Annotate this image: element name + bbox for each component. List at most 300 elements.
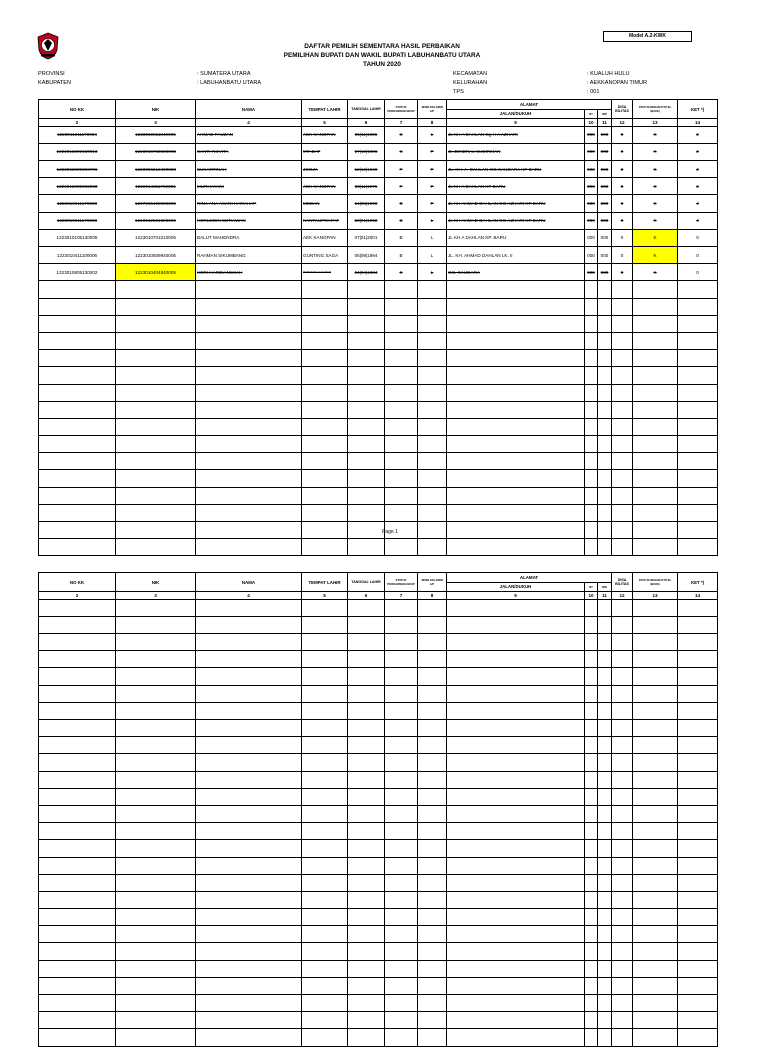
empty-cell: [385, 315, 418, 332]
empty-cell: [585, 702, 598, 719]
table-row: [39, 143, 718, 160]
empty-cell: [633, 995, 678, 1012]
table-row: [39, 702, 718, 719]
empty-cell: [585, 720, 598, 737]
empty-cell: [633, 418, 678, 435]
empty-cell: [196, 470, 302, 487]
empty-cell: [598, 685, 612, 702]
empty-cell: [116, 315, 196, 332]
table-row: [39, 487, 718, 504]
empty-cell: [348, 384, 385, 401]
empty-cell: [585, 634, 598, 651]
empty-cell: [196, 315, 302, 332]
empty-cell: [196, 857, 302, 874]
cell-tempat-lahir: STABAT: [302, 143, 348, 160]
empty-cell: [598, 737, 612, 754]
empty-cell: [302, 504, 348, 521]
cell-no-kk: 1223010611170003: [39, 195, 116, 212]
empty-cell: [116, 281, 196, 298]
empty-cell: [302, 616, 348, 633]
empty-cell: [612, 874, 633, 891]
empty-cell: [678, 840, 718, 857]
column-number: 2: [39, 119, 116, 127]
empty-cell: [385, 805, 418, 822]
empty-cell: [633, 384, 678, 401]
empty-cell: [116, 788, 196, 805]
empty-cell: [447, 332, 585, 349]
empty-cell: [418, 1012, 447, 1029]
empty-cell: [196, 771, 302, 788]
empty-cell: [447, 943, 585, 960]
title-line-1: DAFTAR PEMILIH SEMENTARA HASIL PERBAIKAN: [304, 43, 460, 50]
table-row: [39, 401, 718, 418]
empty-cell: [678, 891, 718, 908]
empty-cell: [598, 616, 612, 633]
cell-nik: 1223010509940006: [116, 247, 196, 264]
cell-tempat-lahir: GUNTING SAGA: [302, 247, 348, 264]
empty-cell: [598, 367, 612, 384]
empty-cell: [385, 350, 418, 367]
empty-cell: [598, 298, 612, 315]
header-tempat-lahir: TEMPAT LAHIR: [302, 573, 348, 592]
empty-cell: [302, 470, 348, 487]
empty-cell: [385, 926, 418, 943]
empty-cell: [447, 771, 585, 788]
empty-cell: [302, 995, 348, 1012]
empty-cell: [678, 805, 718, 822]
empty-cell: [302, 487, 348, 504]
empty-cell: [447, 298, 585, 315]
empty-cell: [348, 487, 385, 504]
cell-nama: HERI HARDIANSSAH: [196, 264, 302, 281]
empty-cell: [39, 298, 116, 315]
empty-cell: [302, 281, 348, 298]
empty-cell: [447, 1012, 585, 1029]
cell-tanggal-lahir: 03|11|1976: [348, 178, 385, 195]
empty-cell: [447, 720, 585, 737]
cell-rw: 000: [598, 264, 612, 281]
empty-cell: [385, 418, 418, 435]
empty-cell: [678, 926, 718, 943]
empty-cell: [196, 384, 302, 401]
table-row: [39, 599, 718, 616]
empty-cell: [348, 788, 385, 805]
empty-cell: [418, 418, 447, 435]
header-row: [39, 573, 718, 583]
empty-cell: [633, 350, 678, 367]
empty-cell: [633, 977, 678, 994]
empty-cell: [418, 668, 447, 685]
cell-jenis-kelamin: L: [418, 229, 447, 246]
empty-cell: [612, 332, 633, 349]
empty-cell: [39, 315, 116, 332]
empty-cell: [447, 281, 585, 298]
empty-cell: [116, 470, 196, 487]
empty-cell: [39, 891, 116, 908]
cell-rt: 000: [585, 229, 598, 246]
cell-ket: 0: [678, 264, 718, 281]
table-row: [39, 616, 718, 633]
empty-cell: [196, 754, 302, 771]
empty-cell: [418, 891, 447, 908]
header-tanggal-lahir: TANGGAL LAHIR: [348, 100, 385, 119]
empty-cell: [598, 909, 612, 926]
cell-nama: SANTI ROVITA: [196, 143, 302, 160]
empty-cell: [196, 891, 302, 908]
cell-jenis-kelamin: P: [418, 195, 447, 212]
empty-cell: [39, 1012, 116, 1029]
empty-cell: [418, 616, 447, 633]
empty-cell: [585, 470, 598, 487]
empty-cell: [385, 909, 418, 926]
empty-cell: [585, 453, 598, 470]
empty-cell: [678, 668, 718, 685]
table-row: [39, 1029, 718, 1046]
cell-status: S: [385, 126, 418, 143]
empty-cell: [612, 616, 633, 633]
empty-cell: [612, 840, 633, 857]
table-row: [39, 960, 718, 977]
empty-cell: [633, 737, 678, 754]
empty-cell: [633, 1012, 678, 1029]
cell-disabilitas: 0: [612, 126, 633, 143]
empty-cell: [116, 384, 196, 401]
empty-cell: [39, 823, 116, 840]
empty-cell: [633, 315, 678, 332]
empty-cell: [116, 634, 196, 651]
empty-cell: [633, 367, 678, 384]
empty-cell: [116, 805, 196, 822]
empty-cell: [598, 702, 612, 719]
empty-cell: [678, 857, 718, 874]
empty-cell: [385, 995, 418, 1012]
empty-cell: [598, 332, 612, 349]
empty-cell: [612, 909, 633, 926]
empty-cell: [116, 737, 196, 754]
empty-cell: [678, 909, 718, 926]
empty-cell: [585, 823, 598, 840]
empty-cell: [348, 651, 385, 668]
empty-cell: [116, 616, 196, 633]
empty-cell: [612, 298, 633, 315]
empty-cell: [598, 943, 612, 960]
header-status-perkawinan: STATUS PERKAWINAN B/S/P: [385, 573, 418, 592]
empty-cell: [348, 754, 385, 771]
empty-cell: [678, 995, 718, 1012]
empty-cell: [116, 977, 196, 994]
empty-cell: [418, 771, 447, 788]
empty-cell: [418, 943, 447, 960]
empty-cell: [385, 754, 418, 771]
empty-cell: [447, 805, 585, 822]
cell-status: B: [385, 247, 418, 264]
empty-cell: [447, 857, 585, 874]
table-row: [39, 891, 718, 908]
cell-rt: 000: [585, 264, 598, 281]
empty-cell: [633, 539, 678, 556]
cell-nama: AHMAD FAUZAN: [196, 126, 302, 143]
cell-rt: 000: [585, 178, 598, 195]
cell-tanggal-lahir: 05|11|1986: [348, 126, 385, 143]
empty-cell: [418, 754, 447, 771]
empty-cell: [633, 332, 678, 349]
empty-cell: [447, 470, 585, 487]
empty-cell: [116, 401, 196, 418]
cell-status-rekam: K: [633, 229, 678, 246]
empty-cell: [39, 367, 116, 384]
empty-cell: [302, 539, 348, 556]
empty-cell: [633, 805, 678, 822]
empty-cell: [385, 840, 418, 857]
table-row: [39, 539, 718, 556]
column-number: 4: [196, 592, 302, 600]
table-row: [39, 332, 718, 349]
empty-cell: [116, 685, 196, 702]
empty-cell: [348, 891, 385, 908]
empty-cell: [418, 522, 447, 539]
header-rt: RT: [585, 582, 598, 592]
empty-cell: [633, 754, 678, 771]
column-number: 10: [585, 592, 598, 600]
table-row: [39, 771, 718, 788]
cell-status-rekam: K: [633, 195, 678, 212]
empty-cell: [633, 857, 678, 874]
empty-cell: [678, 634, 718, 651]
empty-cell: [585, 977, 598, 994]
empty-cell: [348, 857, 385, 874]
empty-cell: [348, 805, 385, 822]
empty-cell: [418, 840, 447, 857]
empty-cell: [585, 504, 598, 521]
empty-cell: [678, 418, 718, 435]
empty-cell: [418, 281, 447, 298]
cell-rw: 000: [598, 212, 612, 229]
empty-cell: [585, 401, 598, 418]
table-row: [39, 418, 718, 435]
empty-cell: [678, 367, 718, 384]
empty-cell: [633, 281, 678, 298]
table-row: [39, 874, 718, 891]
header-jenis-kelamin: JENIS KELAMIN L/P: [418, 573, 447, 592]
empty-cell: [678, 771, 718, 788]
empty-cell: [678, 685, 718, 702]
cell-tempat-lahir: AEK KANOPAN: [302, 229, 348, 246]
empty-cell: [585, 487, 598, 504]
empty-cell: [678, 720, 718, 737]
empty-cell: [196, 436, 302, 453]
empty-cell: [418, 823, 447, 840]
empty-cell: [598, 926, 612, 943]
table-row: [39, 788, 718, 805]
empty-cell: [302, 788, 348, 805]
empty-cell: [39, 926, 116, 943]
cell-jalan: JL KH AHMAD DAHLAN GG AZHARI KP BARU: [447, 195, 585, 212]
header-alamat: ALAMAT: [447, 100, 612, 110]
empty-cell: [598, 720, 612, 737]
cell-tanggal-lahir: 05|09|1994: [348, 247, 385, 264]
cell-jalan: GG. SAUDARA: [447, 264, 585, 281]
cell-rw: 000: [598, 178, 612, 195]
empty-cell: [116, 436, 196, 453]
empty-cell: [385, 943, 418, 960]
cell-tanggal-lahir: 12|12|1949: [348, 161, 385, 178]
empty-cell: [447, 995, 585, 1012]
empty-cell: [196, 401, 302, 418]
header-tempat-lahir: TEMPAT LAHIR: [302, 100, 348, 119]
empty-cell: [348, 926, 385, 943]
empty-cell: [116, 909, 196, 926]
empty-cell: [633, 436, 678, 453]
empty-cell: [196, 504, 302, 521]
empty-cell: [196, 599, 302, 616]
empty-cell: [612, 977, 633, 994]
empty-cell: [598, 668, 612, 685]
cell-rw: 000: [598, 161, 612, 178]
table-row: [39, 161, 718, 178]
cell-tanggal-lahir: 07|01|2001: [348, 229, 385, 246]
empty-cell: [585, 685, 598, 702]
empty-cell: [39, 401, 116, 418]
table-row: [39, 298, 718, 315]
cell-rw: 000: [598, 195, 612, 212]
column-number: 7: [385, 119, 418, 127]
empty-cell: [116, 702, 196, 719]
empty-cell: [302, 384, 348, 401]
header-nik: NIK: [116, 100, 196, 119]
table-row: [39, 436, 718, 453]
table-row: [39, 754, 718, 771]
empty-cell: [385, 651, 418, 668]
empty-cell: [678, 737, 718, 754]
cell-jenis-kelamin: L: [418, 126, 447, 143]
table-row: [39, 995, 718, 1012]
empty-cell: [385, 367, 418, 384]
empty-cell: [116, 504, 196, 521]
empty-cell: [598, 418, 612, 435]
cell-jalan: JL KH A DAHLAN KP BARU: [447, 178, 585, 195]
cell-no-kk: 1223011211170004: [39, 126, 116, 143]
empty-cell: [348, 350, 385, 367]
cell-nama: RAHMAN SIKUMBANG: [196, 247, 302, 264]
empty-cell: [612, 281, 633, 298]
empty-cell: [612, 702, 633, 719]
empty-cell: [196, 453, 302, 470]
cell-status: P: [385, 161, 418, 178]
empty-cell: [585, 599, 598, 616]
empty-cell: [196, 874, 302, 891]
kpu-logo-icon: [36, 32, 60, 60]
empty-cell: [633, 599, 678, 616]
empty-cell: [585, 367, 598, 384]
empty-cell: [39, 668, 116, 685]
column-number: 11: [598, 592, 612, 600]
empty-cell: [585, 332, 598, 349]
empty-cell: [598, 401, 612, 418]
empty-cell: [585, 281, 598, 298]
empty-cell: [678, 384, 718, 401]
title-line-2: PEMILIHAN BUPATI DAN WAKIL BUPATI LABUHANBATU UTARA: [283, 52, 481, 59]
empty-cell: [678, 651, 718, 668]
empty-cell: [612, 720, 633, 737]
cell-ket: 2: [678, 178, 718, 195]
empty-cell: [385, 891, 418, 908]
empty-cell: [348, 943, 385, 960]
empty-cell: [598, 977, 612, 994]
empty-cell: [598, 874, 612, 891]
empty-cell: [385, 384, 418, 401]
empty-cell: [348, 298, 385, 315]
empty-cell: [598, 995, 612, 1012]
empty-cell: [418, 487, 447, 504]
empty-cell: [598, 1012, 612, 1029]
empty-cell: [612, 788, 633, 805]
header-jalan-dukuh: JALAN/DUKUH: [447, 109, 585, 119]
empty-cell: [447, 350, 585, 367]
empty-cell: [302, 891, 348, 908]
empty-cell: [116, 418, 196, 435]
empty-cell: [585, 539, 598, 556]
empty-cell: [612, 926, 633, 943]
empty-cell: [447, 960, 585, 977]
empty-cell: [612, 891, 633, 908]
table-row: [39, 281, 718, 298]
column-number: 7: [385, 592, 418, 600]
table-row: [39, 909, 718, 926]
column-number-row: [39, 119, 718, 127]
cell-nama: RINA ANA ASARI HARAHAP: [196, 195, 302, 212]
empty-cell: [598, 599, 612, 616]
empty-cell: [302, 805, 348, 822]
empty-cell: [598, 788, 612, 805]
cell-no-kk: 1223062005090706: [39, 161, 116, 178]
model-label: Model A.2-KWK: [603, 31, 692, 42]
table-row: [39, 685, 718, 702]
cell-nik: 1223010701010005: [116, 229, 196, 246]
empty-cell: [612, 1012, 633, 1029]
empty-cell: [196, 805, 302, 822]
empty-cell: [302, 771, 348, 788]
empty-cell: [196, 788, 302, 805]
empty-cell: [385, 771, 418, 788]
empty-cell: [302, 599, 348, 616]
empty-cell: [447, 702, 585, 719]
empty-cell: [418, 401, 447, 418]
empty-cell: [116, 720, 196, 737]
empty-cell: [598, 470, 612, 487]
empty-cell: [348, 668, 385, 685]
empty-cell: [196, 702, 302, 719]
empty-cell: [598, 1029, 612, 1046]
empty-cell: [348, 771, 385, 788]
empty-cell: [678, 470, 718, 487]
cell-status-rekam: K: [633, 143, 678, 160]
document-title: [200, 42, 564, 69]
empty-cell: [418, 857, 447, 874]
empty-cell: [348, 840, 385, 857]
empty-cell: [598, 754, 612, 771]
header-row: [39, 100, 718, 110]
empty-cell: [385, 737, 418, 754]
empty-cell: [678, 977, 718, 994]
cell-jalan: JL KH AHMAD DAHLAN GG AZHARI KP BARU: [447, 212, 585, 229]
cell-disabilitas: 0: [612, 229, 633, 246]
empty-cell: [39, 805, 116, 822]
empty-cell: [678, 754, 718, 771]
empty-cell: [39, 470, 116, 487]
empty-cell: [633, 960, 678, 977]
empty-cell: [302, 840, 348, 857]
empty-cell: [633, 401, 678, 418]
